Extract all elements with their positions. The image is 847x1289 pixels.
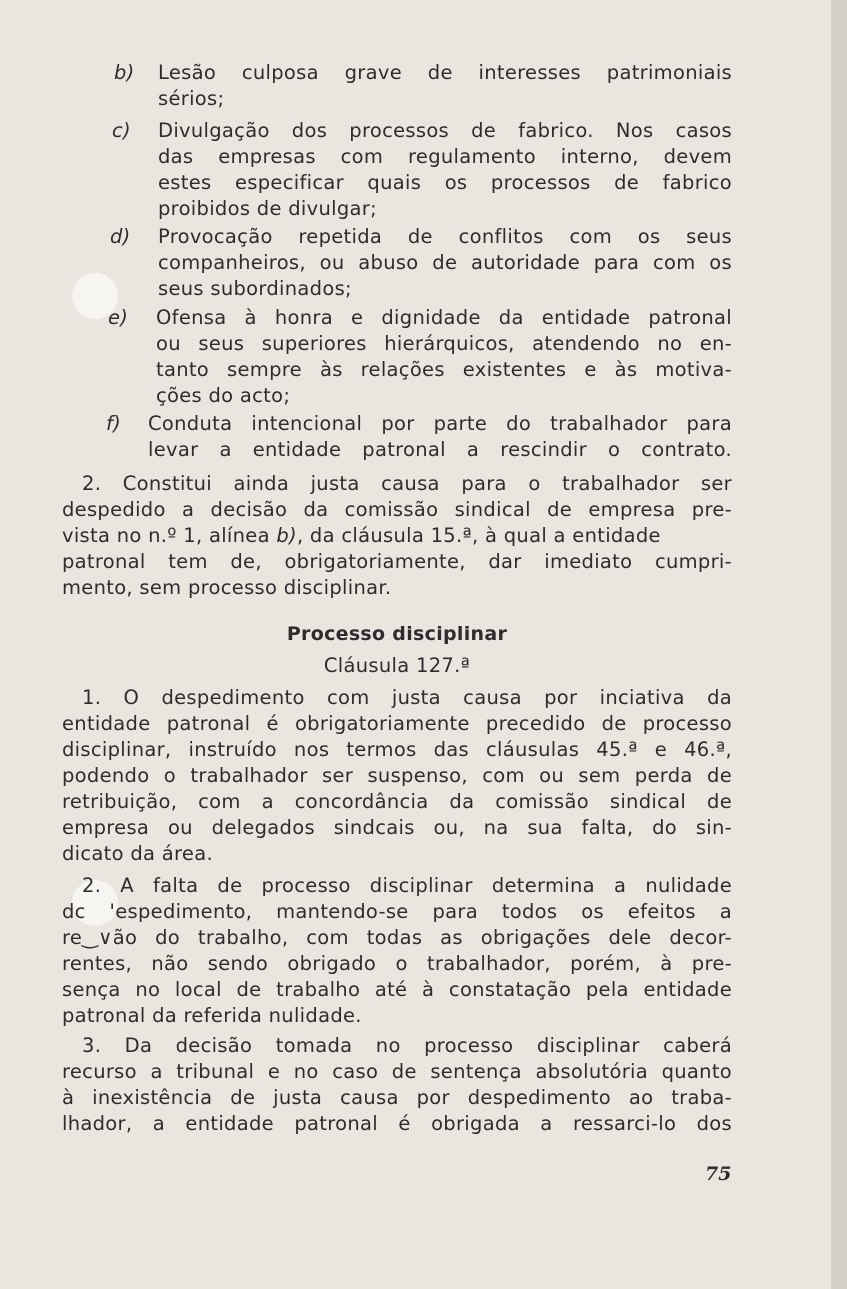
- text-line: mento, sem processo disciplinar.: [62, 576, 392, 599]
- page-edge: [831, 0, 847, 1289]
- text-fragment: vista no n.º 1, alínea: [62, 524, 270, 547]
- text-line: empresa ou delegados sindcais ou, na sua falta, do sin-: [62, 816, 732, 839]
- text-line: disciplinar, instruído nos termos das cláusulas 45.ª e 46.ª,: [62, 738, 732, 761]
- text-line: estes especificar quais os processos de fabrico: [158, 171, 732, 194]
- clause-heading: Cláusula 127.ª: [323, 654, 471, 677]
- text-line: sérios;: [158, 87, 225, 110]
- text-line: Ofensa à honra e dignidade da entidade patronal: [156, 306, 732, 329]
- text-line: levar a entidade patronal a rescindir o contrato.: [148, 438, 732, 461]
- inline-label: b): [276, 524, 297, 547]
- text-line: 3. Da decisão tomada no processo disciplinar caberá: [82, 1034, 732, 1057]
- text-line: dc 'espedimento, mantendo-se para todos os efeitos a: [62, 900, 732, 923]
- item-label: e): [108, 306, 129, 329]
- item-label: d): [110, 225, 131, 248]
- text-line: entidade patronal é obrigatoriamente precedido de processo: [62, 712, 732, 735]
- page-number: 75: [705, 1163, 732, 1185]
- text-line: Conduta intencional por parte do trabalhador para: [148, 412, 732, 435]
- text-line: ções do acto;: [156, 384, 291, 407]
- text-line: sença no local de trabalho até à constatação pela entidade: [62, 978, 732, 1001]
- text-line: patronal da referida nulidade.: [62, 1004, 362, 1027]
- text-line: Provocação repetida de conflitos com os seus: [158, 225, 732, 248]
- text-line: tanto sempre às relações existentes e às motiva-: [156, 358, 732, 381]
- text-line: ou seus superiores hierárquicos, atendendo no en-: [156, 332, 732, 355]
- text-line: das empresas com regulamento interno, devem: [158, 145, 732, 168]
- text-fragment: , da cláusula 15.ª, à qual a entidade: [296, 524, 661, 547]
- text-line: à inexistência de justa causa por despedimento ao traba-: [62, 1086, 732, 1109]
- text-line: 2. A falta de processo disciplinar determina a nulidade: [82, 874, 732, 897]
- section-heading: Processo disciplinar: [286, 623, 508, 645]
- text-line: podendo o trabalhador ser suspenso, com ou sem perda de: [62, 764, 732, 787]
- text-line: recurso a tribunal e no caso de sentença absolutória quanto: [62, 1060, 732, 1083]
- text-line: dicato da área.: [62, 842, 213, 865]
- text-line-mixed: [62, 523, 732, 549]
- text-line: lhador, a entidade patronal é obrigada a ressarci-lo dos: [62, 1112, 732, 1135]
- text-line: re‿∨ão do trabalho, com todas as obrigações dele decor-: [62, 926, 732, 949]
- item-label: b): [114, 61, 135, 84]
- text-line: companheiros, ou abuso de autoridade para com os: [158, 251, 732, 274]
- text-line: despedido a decisão da comissão sindical de empresa pre-: [62, 498, 732, 521]
- text-line: 1. O despedimento com justa causa por inciativa da: [82, 686, 732, 709]
- text-line: Lesão culposa grave de interesses patrimoniais: [158, 61, 732, 84]
- text-line: retribuição, com a concordância da comissão sindical de: [62, 790, 732, 813]
- text-line: 2. Constitui ainda justa causa para o trabalhador ser: [82, 472, 732, 495]
- text-line: proibidos de divulgar;: [158, 197, 377, 220]
- text-line: rentes, não sendo obrigado o trabalhador, porém, à pre-: [62, 952, 732, 975]
- item-label: c): [112, 119, 131, 142]
- text-line: patronal tem de, obrigatoriamente, dar imediato cumpri-: [62, 550, 732, 573]
- item-label: f): [106, 412, 122, 435]
- text-line: Divulgação dos processos de fabrico. Nos casos: [158, 119, 732, 142]
- text-line: seus subordinados;: [158, 277, 352, 300]
